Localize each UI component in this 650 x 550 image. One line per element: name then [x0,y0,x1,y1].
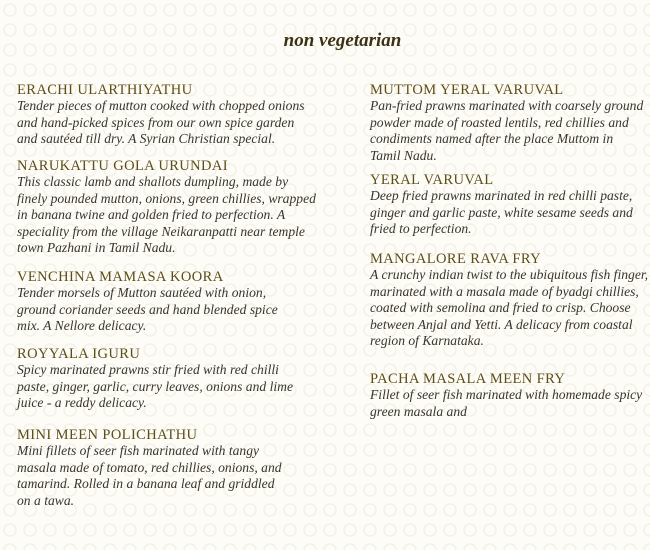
menu-item [17,269,337,335]
description-line: Fillet of seer fish marinated with homemade spicy [370,387,643,402]
description-line: ginger and garlic paste, white sesame seeds and [370,204,633,220]
section-title: non vegetarian [283,30,402,51]
menu-item-name: NARUKATTU GOLA URUNDAI [17,158,228,174]
description-line: marinated with a masala made of byadgi chillies, [370,283,639,299]
description-line: paste, ginger, garlic, curry leaves, onions and lime [17,378,293,394]
menu-item [17,427,337,509]
description-line: tamarind. Rolled in a banana leaf and griddled [17,476,275,492]
description-line: Deep fried prawns marinated in red chilli paste, [370,188,633,203]
description-line: and sautéed till dry. A Syrian Christian special. [17,131,276,147]
menu-item-description [17,285,337,335]
description-line: Tender morsels of Mutton sautéed with onion, [17,285,267,300]
menu-item-description [370,387,650,420]
menu-item-description [370,267,650,350]
description-line: Tender pieces of mutton cooked with chopped onions [17,98,305,113]
description-line: between Anjal and Yetti. A delicacy from coastal [370,316,633,332]
description-line: in banana twine and golden fried to perfection. A [17,207,286,223]
menu-item [370,371,650,420]
menu-item [370,251,650,350]
menu-item-name: MINI MEEN POLICHATHU [17,427,198,443]
menu-item-description [17,362,337,412]
menu-item-name: MANGALORE RAVA FRY [370,251,542,267]
description-line: powder made of roasted lentils, red chillies and [370,114,629,130]
menu-item-name: ROYYALA IGURU [17,346,141,362]
menu-item [17,82,337,148]
description-line: green masala and [370,403,467,419]
description-line: masala made of tomato, red chillies, onions, and [17,459,282,475]
menu-item-name: MUTTOM YERAL VARUVAL [370,82,564,98]
description-line: speciality from the village Neikaranpatti near temple [17,223,305,239]
description-line: juice - a reddy delicacy. [17,395,147,411]
description-line: town Pazhani in Tamil Nadu. [17,240,176,256]
menu-item-name: PACHA MASALA MEEN FRY [370,371,566,387]
description-line: Tamil Nadu. [370,147,437,163]
menu-item-description [17,443,337,509]
description-line: This classic lamb and shallots dumpling, made by [17,174,289,189]
description-line: fried to perfection. [370,221,472,237]
menu-item-description [17,98,337,148]
menu-item-name: ERACHI ULARTHIYATHU [17,82,193,98]
menu-item-name: YERAL VARUVAL [370,172,494,188]
description-line: condiments named after the place Muttom in [370,131,614,147]
description-line: ground coriander seeds and hand blended spice [17,301,278,317]
menu-item [17,346,337,412]
description-line: region of Karnataka. [370,333,484,349]
description-line: Spicy marinated prawns stir fried with red chilli [17,362,279,377]
menu-item [17,158,337,257]
description-line: Pan-fried prawns marinated with coarsely ground [370,98,644,113]
menu-item [370,172,650,238]
description-line: coated with semolina and fried to crisp. Choose [370,300,631,316]
menu-item-description [17,174,337,257]
menu-item-name: VENCHINA MAMASA KOORA [17,269,224,285]
description-line: mix. A Nellore delicacy. [17,318,147,334]
menu-item-description [370,188,650,238]
description-line: A crunchy indian twist to the ubiquitous fish finger, [370,267,649,282]
description-line: Mini fillets of seer fish marinated with tangy [17,443,260,458]
description-line: on a tawa. [17,492,75,508]
menu-item [370,82,650,164]
description-line: finely pounded mutton, onions, green chillies, wrapped [17,190,316,206]
description-line: and hand-picked spices from our own spice garden [17,114,295,130]
menu-item-description [370,98,650,164]
